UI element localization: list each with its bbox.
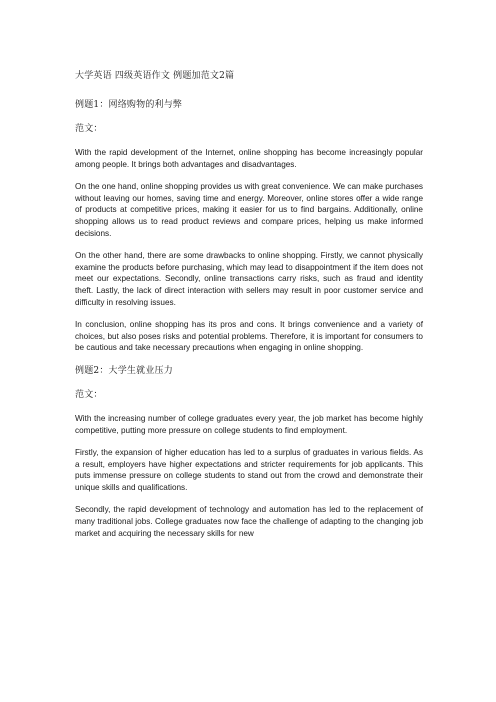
document-title: 大学英语 四级英语作文 例题加范文2篇 bbox=[75, 71, 235, 81]
document-content bbox=[75, 70, 423, 550]
example-1-paragraph-2: On the one hand, online shopping provides us with great convenience. We can make purchases without leaving our homes, saving time and energy. Moreover, online stores offer a wide range of products at competitive prices, making it easier for us to find bargains. Additionally, online shopping allows us to read product reviews and compare prices, helping us make informed decisions. bbox=[75, 182, 423, 238]
example-2-paragraph-1: With the increasing number of college graduates every year, the job market has become highly competitive, putting more pressure on college students to find employment. bbox=[75, 413, 423, 435]
example-1-paragraph-4: In conclusion, online shopping has its pros and cons. It brings convenience and a variety of choices, but also poses risks and potential problems. Therefore, it is important for consumers to be cautious and take necessary precautions when engaging in online shopping. bbox=[75, 320, 423, 353]
example-1-paragraph-3: On the other hand, there are some drawbacks to online shopping. Firstly, we cannot physically examine the products before purchasing, which may lead to disappointment if the item does not meet our expectations. Secondly, online transactions carry risks, such as fraud and identity theft. Lastly, the lack of direct interaction with sellers may result in poor customer service and difficulty in resolving issues. bbox=[75, 251, 423, 307]
example-2-sample-label: 范文： bbox=[75, 389, 103, 400]
example-1-section bbox=[75, 99, 423, 354]
example-1-sample-label: 范文： bbox=[75, 124, 103, 134]
example-2-section bbox=[75, 365, 423, 539]
example-2-paragraph-3: Secondly, the rapid development of technology and automation has led to the replacement of many traditional jobs. College graduates now face the challenge of adapting to the changing job market and acquiring the necessary skills for new bbox=[75, 505, 423, 538]
example-2-heading: 例题2：大学生就业压力 bbox=[75, 365, 173, 376]
example-2-paragraph-2: Firstly, the expansion of higher education has led to a surplus of graduates in various fields. As a result, employers have higher expectations and stricter requirements for job applicants. This puts immense pressure on college students to stand out from the crowd and demonstrate their unique skills and qualifications. bbox=[75, 448, 423, 492]
example-1-heading: 例题1：网络购物的利与弊 bbox=[75, 100, 183, 110]
example-1-paragraph-1: With the rapid development of the Internet, online shopping has become increasingly popular among people. It brings both advantages and disadvantages. bbox=[75, 148, 423, 169]
